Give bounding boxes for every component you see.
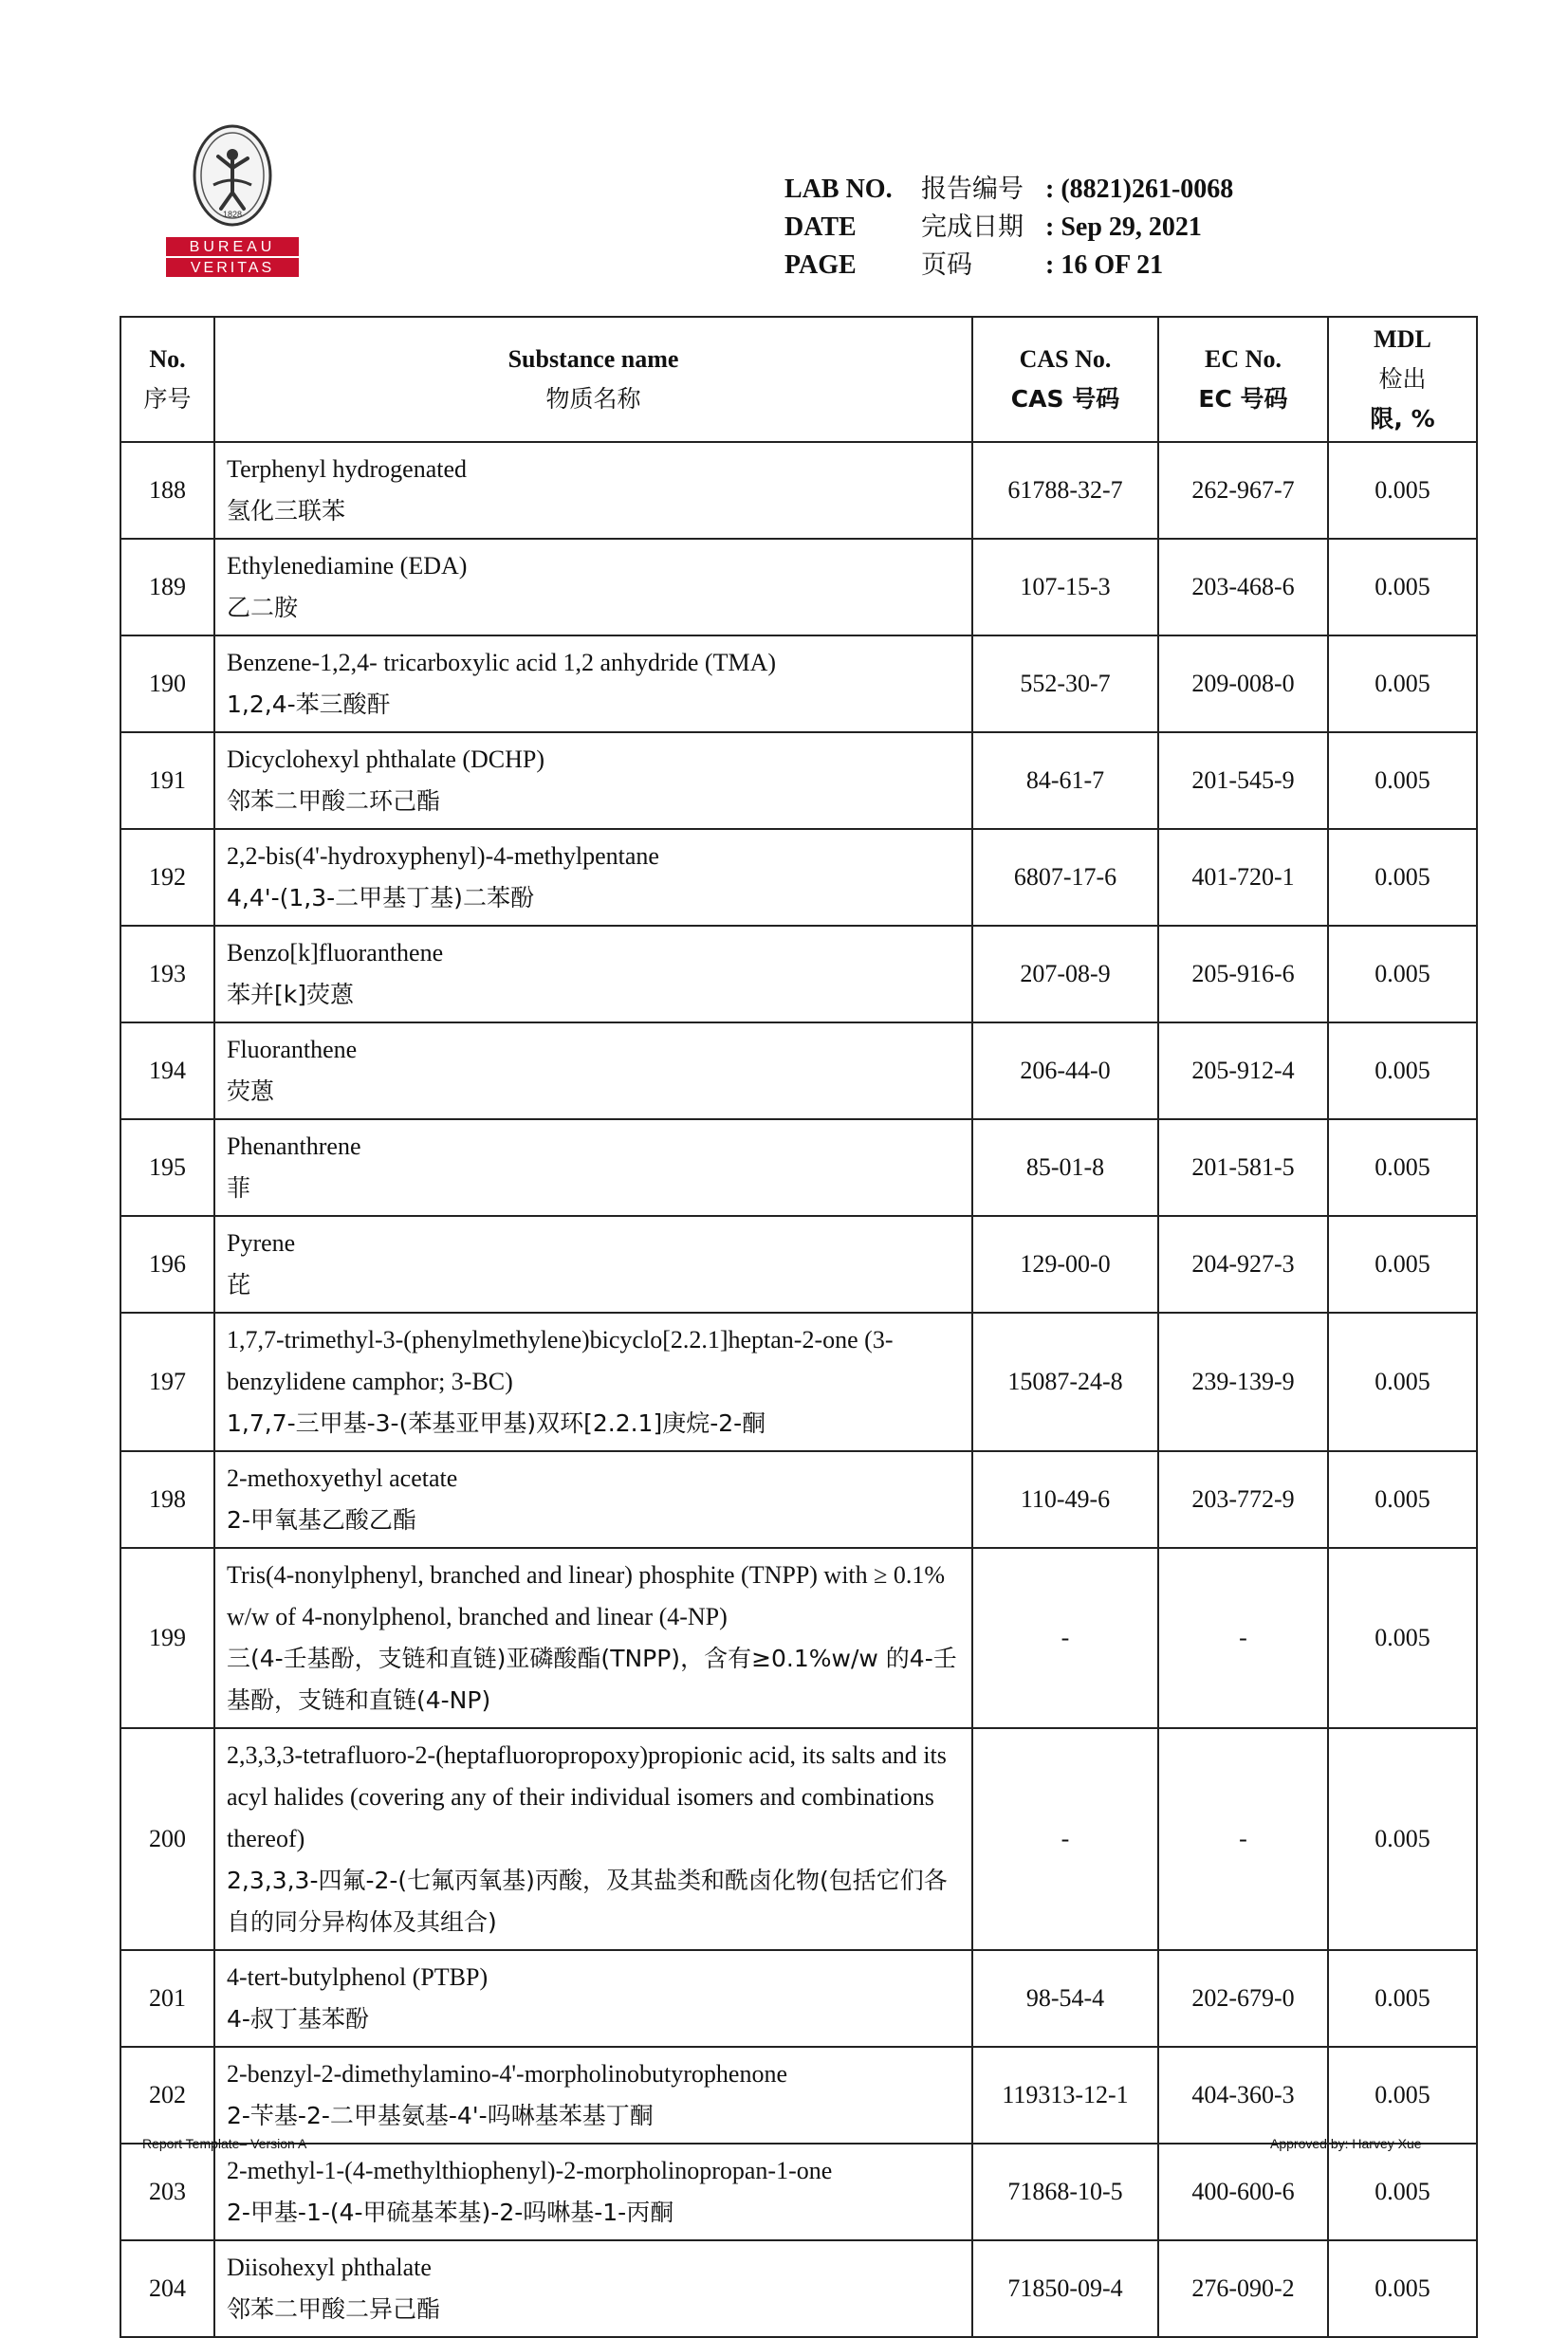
cas-number-cell: 129-00-0 xyxy=(972,1216,1158,1313)
header-substance xyxy=(214,317,972,442)
row-number-cell: 190 xyxy=(120,635,214,732)
logo-year: 1828 xyxy=(222,210,243,219)
substance-name-en: 2,2-bis(4'-hydroxyphenyl)-4-methylpentane xyxy=(227,842,659,870)
report-meta xyxy=(784,171,1233,285)
header-substance-en: Substance name xyxy=(507,345,679,373)
substance-name-cell xyxy=(214,829,972,926)
cas-number-cell: 107-15-3 xyxy=(972,539,1158,635)
ec-number-cell: 203-468-6 xyxy=(1158,539,1328,635)
lab-no-row xyxy=(784,171,1233,209)
substance-name-cell xyxy=(214,1216,972,1313)
mdl-value-cell: 0.005 xyxy=(1328,1728,1477,1950)
logo-emblem-icon xyxy=(166,119,299,280)
table-row xyxy=(120,1728,1477,1950)
header-no-cn: 序号 xyxy=(143,385,192,413)
substance-name-en: 2-methoxyethyl acetate xyxy=(227,1464,458,1492)
row-number-cell: 200 xyxy=(120,1728,214,1950)
date-value: : Sep 29, 2021 xyxy=(1045,212,1202,242)
substance-name-en: Benzene-1,2,4- tricarboxylic acid 1,2 anhydride (TMA) xyxy=(227,649,777,676)
substance-name-cn: 1,7,7-三甲基-3-(苯基亚甲基)双环[2.2.1]庚烷-2-酮 xyxy=(227,1409,766,1437)
row-number-cell: 191 xyxy=(120,732,214,829)
substance-name-en: Dicyclohexyl phthalate (DCHP) xyxy=(227,746,545,773)
substance-name-cn: 邻苯二甲酸二异己酯 xyxy=(227,2295,441,2323)
substance-name-cell xyxy=(214,2047,972,2144)
substance-name-cn: 4-叔丁基苯酚 xyxy=(227,2005,369,2033)
cas-number-cell: 15087-24-8 xyxy=(972,1313,1158,1451)
table-body xyxy=(120,442,1477,2337)
row-number-cell: 201 xyxy=(120,1950,214,2047)
substance-name-en: Benzo[k]fluoranthene xyxy=(227,939,444,966)
mdl-value-cell: 0.005 xyxy=(1328,1119,1477,1216)
mdl-value-cell: 0.005 xyxy=(1328,1950,1477,2047)
substance-name-cell xyxy=(214,2240,972,2337)
substance-name-cn: 乙二胺 xyxy=(227,594,299,621)
table-row xyxy=(120,2240,1477,2337)
cas-number-cell: - xyxy=(972,1548,1158,1728)
ec-number-cell: 205-916-6 xyxy=(1158,926,1328,1022)
substance-name-en: 2-methyl-1-(4-methylthiophenyl)-2-morpholinopropan-1-one xyxy=(227,2157,833,2184)
header-mdl-cn1: 检出 xyxy=(1378,365,1427,393)
row-number-cell: 192 xyxy=(120,829,214,926)
header-ec xyxy=(1158,317,1328,442)
substance-name-en: Terphenyl hydrogenated xyxy=(227,455,468,483)
row-number-cell: 188 xyxy=(120,442,214,539)
ec-number-cell: 262-967-7 xyxy=(1158,442,1328,539)
ec-number-cell: 201-545-9 xyxy=(1158,732,1328,829)
substance-name-cell xyxy=(214,732,972,829)
mdl-value-cell: 0.005 xyxy=(1328,1451,1477,1548)
mdl-value-cell: 0.005 xyxy=(1328,732,1477,829)
substance-name-cn: 2-甲基-1-(4-甲硫基苯基)-2-吗啉基-1-丙酮 xyxy=(227,2199,674,2226)
substance-name-cell xyxy=(214,1022,972,1119)
mdl-value-cell: 0.005 xyxy=(1328,2047,1477,2144)
mdl-value-cell: 0.005 xyxy=(1328,2144,1477,2240)
substance-name-cn: 苯并[k]荧蒽 xyxy=(227,981,354,1008)
table-row xyxy=(120,1119,1477,1216)
page-value: : 16 OF 21 xyxy=(1045,250,1164,280)
mdl-value-cell: 0.005 xyxy=(1328,829,1477,926)
table-row xyxy=(120,539,1477,635)
table-row xyxy=(120,926,1477,1022)
ec-number-cell: 239-139-9 xyxy=(1158,1313,1328,1451)
row-number-cell: 196 xyxy=(120,1216,214,1313)
table-row xyxy=(120,1022,1477,1119)
mdl-value-cell: 0.005 xyxy=(1328,1216,1477,1313)
footer-approved-by: Approved by: Harvey Xue xyxy=(1270,2136,1422,2151)
cas-number-cell: 84-61-7 xyxy=(972,732,1158,829)
substance-name-cn: 菲 xyxy=(227,1174,251,1202)
ec-number-cell: 401-720-1 xyxy=(1158,829,1328,926)
ec-number-cell: 203-772-9 xyxy=(1158,1451,1328,1548)
cas-number-cell: 110-49-6 xyxy=(972,1451,1158,1548)
table-row xyxy=(120,442,1477,539)
substance-name-cn: 荧蒽 xyxy=(227,1077,275,1105)
substance-name-en: Pyrene xyxy=(227,1229,296,1257)
header-ec-en: EC No. xyxy=(1205,345,1282,373)
substance-name-en: Ethylenediamine (EDA) xyxy=(227,552,468,580)
table-row xyxy=(120,1313,1477,1451)
table-row xyxy=(120,732,1477,829)
ec-number-cell: 202-679-0 xyxy=(1158,1950,1328,2047)
substance-name-en: Fluoranthene xyxy=(227,1036,358,1063)
cas-number-cell: 552-30-7 xyxy=(972,635,1158,732)
cas-number-cell: - xyxy=(972,1728,1158,1950)
row-number-cell: 199 xyxy=(120,1548,214,1728)
substance-name-en: Phenanthrene xyxy=(227,1132,361,1160)
table-row xyxy=(120,1950,1477,2047)
substance-name-cell xyxy=(214,1119,972,1216)
ec-number-cell: 205-912-4 xyxy=(1158,1022,1328,1119)
date-label-cn: 完成日期 xyxy=(921,212,1024,242)
cas-number-cell: 61788-32-7 xyxy=(972,442,1158,539)
substance-name-cell xyxy=(214,1451,972,1548)
mdl-value-cell: 0.005 xyxy=(1328,635,1477,732)
cas-number-cell: 6807-17-6 xyxy=(972,829,1158,926)
mdl-value-cell: 0.005 xyxy=(1328,1313,1477,1451)
row-number-cell: 204 xyxy=(120,2240,214,2337)
cas-number-cell: 206-44-0 xyxy=(972,1022,1158,1119)
lab-no-label: LAB NO. xyxy=(784,175,893,204)
cas-number-cell: 207-08-9 xyxy=(972,926,1158,1022)
table-row xyxy=(120,1548,1477,1728)
ec-number-cell: 209-008-0 xyxy=(1158,635,1328,732)
substance-name-cell xyxy=(214,1950,972,2047)
substance-name-en: Tris(4-nonylphenyl, branched and linear) phosphite (TNPP) with ≥ 0.1% w/w of 4-nonylphenol, branched and linear (4-NP) xyxy=(227,1561,946,1630)
header-cas xyxy=(972,317,1158,442)
header-substance-cn: 物质名称 xyxy=(545,385,641,413)
lab-no-label-cn: 报告编号 xyxy=(921,175,1024,204)
lab-no-value: : (8821)261-0068 xyxy=(1045,175,1234,204)
ec-number-cell: - xyxy=(1158,1548,1328,1728)
substance-name-cn: 邻苯二甲酸二环己酯 xyxy=(227,787,441,815)
substance-name-en: 4-tert-butylphenol (PTBP) xyxy=(227,1963,489,1991)
table-row xyxy=(120,635,1477,732)
row-number-cell: 189 xyxy=(120,539,214,635)
row-number-cell: 202 xyxy=(120,2047,214,2144)
cas-number-cell: 71850-09-4 xyxy=(972,2240,1158,2337)
substance-name-cn: 2-甲氧基乙酸乙酯 xyxy=(227,1506,416,1534)
row-number-cell: 193 xyxy=(120,926,214,1022)
substance-name-en: Diisohexyl phthalate xyxy=(227,2254,432,2281)
substance-name-cell xyxy=(214,635,972,732)
mdl-value-cell: 0.005 xyxy=(1328,1548,1477,1728)
page-label-cn: 页码 xyxy=(921,250,972,280)
date-label: DATE xyxy=(784,212,857,242)
table-row xyxy=(120,829,1477,926)
footer-template-version: Report Template– Version A xyxy=(142,2136,307,2151)
table-row xyxy=(120,1216,1477,1313)
table-header-row xyxy=(120,317,1477,442)
date-row xyxy=(784,209,1233,247)
substance-name-cn: 三(4-壬基酚，支链和直链)亚磷酸酯(TNPP)，含有≥0.1%w/w 的4-壬基酚，支链和直链(4-NP) xyxy=(227,1645,957,1714)
bureau-veritas-logo xyxy=(166,119,299,280)
substance-name-cell xyxy=(214,1728,972,1950)
row-number-cell: 203 xyxy=(120,2144,214,2240)
ec-number-cell: 404-360-3 xyxy=(1158,2047,1328,2144)
ec-number-cell: 276-090-2 xyxy=(1158,2240,1328,2337)
table-row xyxy=(120,1451,1477,1548)
table-row xyxy=(120,2047,1477,2144)
substance-name-en: 2,3,3,3-tetrafluoro-2-(heptafluoropropoxy)propionic acid, its salts and its acyl halides (covering any of their individual isomers and combinations thereof) xyxy=(227,1741,947,1852)
header-mdl-en: MDL xyxy=(1374,325,1431,353)
header-mdl-cn2: 限, % xyxy=(1370,405,1435,433)
page-label: PAGE xyxy=(784,250,857,280)
mdl-value-cell: 0.005 xyxy=(1328,2240,1477,2337)
substance-name-cn: 2-苄基-2-二甲基氨基-4'-吗啉基苯基丁酮 xyxy=(227,2102,654,2129)
cas-number-cell: 85-01-8 xyxy=(972,1119,1158,1216)
cas-number-cell: 98-54-4 xyxy=(972,1950,1158,2047)
substance-name-en: 1,7,7-trimethyl-3-(phenylmethylene)bicyclo[2.2.1]heptan-2-one (3-benzylidene camphor; 3-BC) xyxy=(227,1326,894,1395)
substance-name-cell xyxy=(214,926,972,1022)
ec-number-cell: 400-600-6 xyxy=(1158,2144,1328,2240)
row-number-cell: 197 xyxy=(120,1313,214,1451)
mdl-value-cell: 0.005 xyxy=(1328,1022,1477,1119)
substance-name-cell xyxy=(214,2144,972,2240)
logo-word-bureau: BUREAU xyxy=(189,239,276,255)
ec-number-cell: 201-581-5 xyxy=(1158,1119,1328,1216)
header-mdl xyxy=(1328,317,1477,442)
cas-number-cell: 71868-10-5 xyxy=(972,2144,1158,2240)
ec-number-cell: - xyxy=(1158,1728,1328,1950)
table-row xyxy=(120,2144,1477,2240)
substance-name-en: 2-benzyl-2-dimethylamino-4'-morpholinobutyrophenone xyxy=(227,2060,787,2088)
substance-name-cn: 1,2,4-苯三酸酐 xyxy=(227,690,391,718)
substance-name-cn: 4,4'-(1,3-二甲基丁基)二苯酚 xyxy=(227,884,534,911)
ec-number-cell: 204-927-3 xyxy=(1158,1216,1328,1313)
header-ec-cn: EC 号码 xyxy=(1198,385,1288,413)
header-cas-en: CAS No. xyxy=(1019,345,1112,373)
substance-name-cn: 2,3,3,3-四氟-2-(七氟丙氧基)丙酸，及其盐类和酰卤化物(包括它们各自的同分异构体及其组合) xyxy=(227,1867,948,1936)
header-cas-cn: CAS 号码 xyxy=(1010,385,1120,413)
substance-table xyxy=(120,316,1478,2338)
mdl-value-cell: 0.005 xyxy=(1328,442,1477,539)
substance-name-cell xyxy=(214,442,972,539)
cas-number-cell: 119313-12-1 xyxy=(972,2047,1158,2144)
mdl-value-cell: 0.005 xyxy=(1328,539,1477,635)
substance-name-cn: 芘 xyxy=(227,1271,251,1298)
substance-name-cell xyxy=(214,1313,972,1451)
header-no-en: No. xyxy=(149,345,186,373)
row-number-cell: 198 xyxy=(120,1451,214,1548)
header-no xyxy=(120,317,214,442)
row-number-cell: 194 xyxy=(120,1022,214,1119)
mdl-value-cell: 0.005 xyxy=(1328,926,1477,1022)
logo-word-veritas: VERITAS xyxy=(190,260,275,276)
row-number-cell: 195 xyxy=(120,1119,214,1216)
substance-name-cell xyxy=(214,539,972,635)
substance-name-cell xyxy=(214,1548,972,1728)
page-row xyxy=(784,247,1233,285)
substance-name-cn: 氢化三联苯 xyxy=(227,497,346,525)
